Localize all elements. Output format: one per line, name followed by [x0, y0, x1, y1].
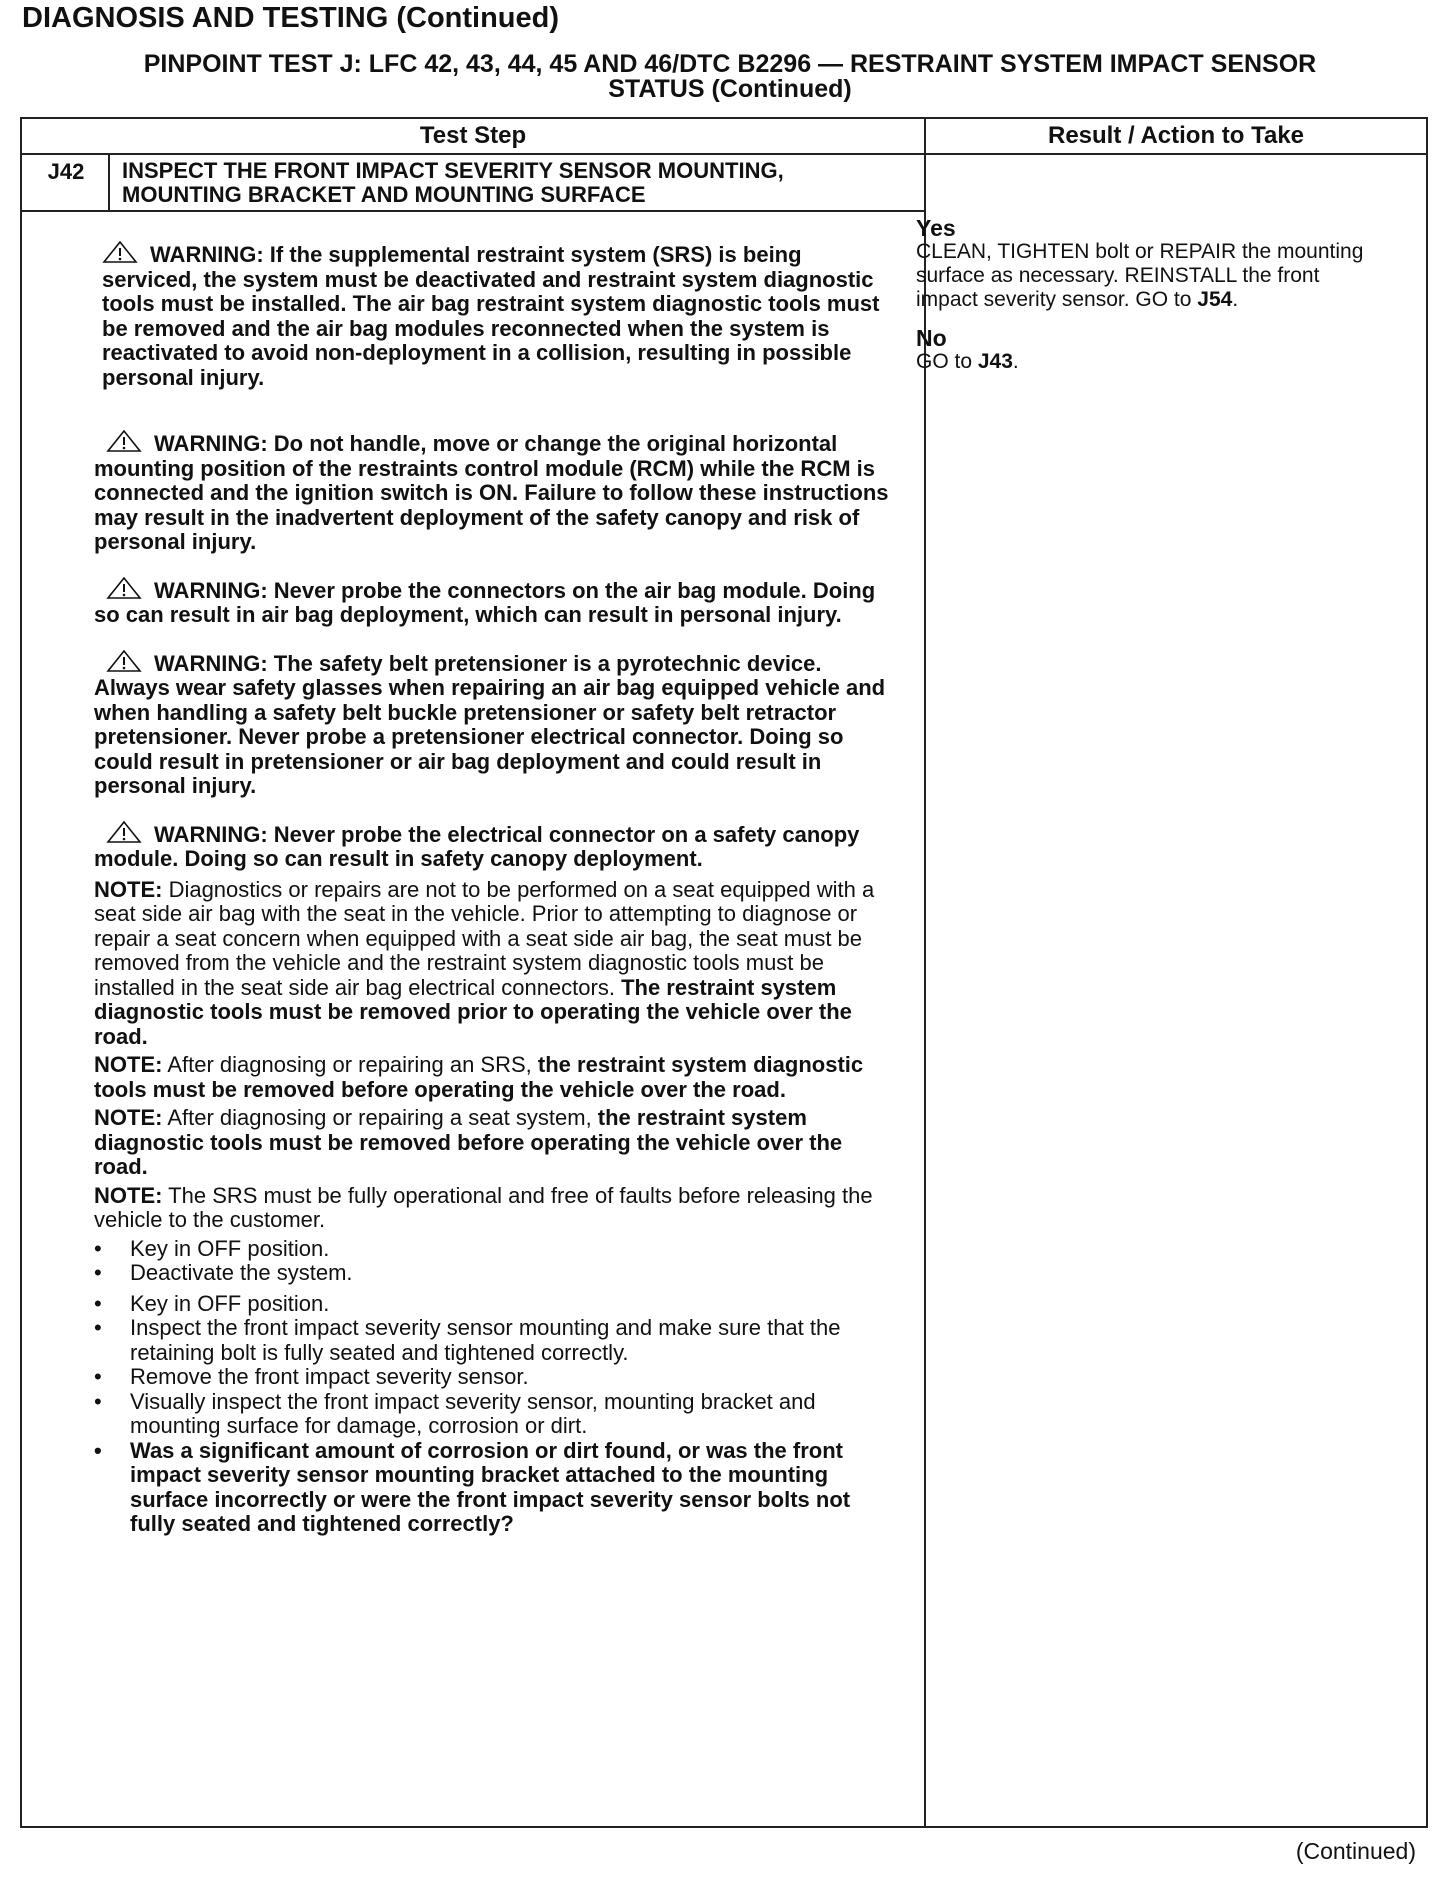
test-title-line-1: PINPOINT TEST J: LFC 42, 43, 44, 45 AND 46/DTC B2296 — RESTRAINT SYSTEM IMPACT SENSOR	[143, 50, 1317, 78]
note-2-text: After diagnosing or repairing an SRS,	[162, 1052, 538, 1077]
list-item: • Remove the front impact severity sensor.	[94, 1365, 894, 1390]
warning-4-text: WARNING: The safety belt pretensioner is a pyrotechnic device. Always wear safety glasses when repairing an air bag equipped vehicle and when handling a safety belt buckle pretensioner or safety belt retractor pretensioner. Never probe a pretensioner electrical connector. Doing so could result in pretensioner or air bag deployment and could result in personal injury.	[94, 650, 886, 798]
note-1-bold: The restraint system diagnostic tools must be removed prior to operating the vehicle over the road.	[94, 974, 852, 1049]
warning-triangle-icon	[102, 241, 138, 263]
note-label: NOTE:	[94, 1182, 163, 1208]
warning-triangle-icon	[106, 821, 142, 843]
list-item: • Visually inspect the front impact severity sensor, mounting bracket and mounting surface for damage, corrosion or dirt.	[94, 1390, 894, 1439]
column-header-test-step: Test Step	[419, 122, 527, 149]
warning-1-text: WARNING: If the supplemental restraint system (SRS) is being serviced, the system must be deactivated and restraint system diagnostic tools must be installed. The air bag restraint system diagnostic tools must be removed and the air bag modules reconnected when the system is reactivated to avoid non-deployment in a collision, resulting in possible personal injury.	[102, 242, 880, 390]
list-item: • Key in OFF position.	[94, 1292, 894, 1317]
step-title	[122, 159, 922, 207]
note-3-bold: the restraint system diagnostic tools must be removed before operating the vehicle over the road.	[94, 1105, 843, 1179]
step-title-line-2: MOUNTING BRACKET AND MOUNTING SURFACE	[122, 182, 646, 207]
list-item: • Inspect the front impact severity sensor mounting and make sure that the retaining bolt is fully seated and tightened correctly.	[94, 1316, 894, 1365]
warning-3	[94, 577, 894, 628]
test-title-line-2: STATUS (Continued)	[608, 75, 852, 103]
result-yes-text: CLEAN, TIGHTEN bolt or REPAIR the mounting surface as necessary. REINSTALL the front impact severity sensor. GO to	[916, 240, 1364, 311]
result-no-label: No	[916, 325, 947, 351]
procedure-list	[94, 1237, 894, 1537]
test-step-body	[94, 241, 894, 1537]
note-1	[94, 878, 894, 1050]
note-3-text: After diagnosing or repairing a seat system,	[162, 1105, 598, 1130]
warning-5	[94, 821, 894, 872]
list-item: • Key in OFF position.	[94, 1237, 894, 1262]
warning-2-text: WARNING: Do not handle, move or change the original horizontal mounting position of the restraints control module (RCM) while the RCM is connected and the ignition switch is ON. Failure to follow these instructions may result in the inadvertent deployment of the safety canopy and risk of personal injury.	[94, 431, 889, 554]
warning-5-text: WARNING: Never probe the electrical connector on a safety canopy module. Doing so can result in safety canopy deployment.	[94, 821, 860, 871]
warning-triangle-icon	[106, 430, 142, 452]
result-no-text: GO to	[916, 350, 978, 373]
note-label: NOTE:	[94, 1052, 163, 1077]
warning-4	[94, 650, 894, 799]
note-4	[94, 1184, 894, 1233]
pinpoint-test-title	[20, 52, 1440, 102]
note-label: NOTE:	[94, 876, 163, 902]
header-divider	[22, 153, 1426, 155]
result-no-action	[916, 350, 1386, 374]
goto-j43-link[interactable]: J43	[977, 350, 1013, 373]
note-2	[94, 1053, 894, 1102]
warning-triangle-icon	[106, 650, 142, 672]
column-header-result: Result / Action to Take	[1047, 122, 1305, 149]
continued-label: (Continued)	[1295, 1838, 1416, 1864]
note-4-text: The SRS must be fully operational and free of faults before releasing the vehicle to the customer.	[94, 1182, 873, 1232]
result-column	[916, 216, 1386, 388]
result-yes-end: .	[1232, 288, 1239, 311]
step-title-divider	[22, 210, 924, 212]
warning-2	[94, 430, 894, 555]
list-item-question: • Was a significant amount of corrosion or dirt found, or was the front impact severity sensor mounting bracket attached to the mounting surface incorrectly or were the front impact severity sensor bolts not fully seated and tightened correctly?	[94, 1439, 894, 1537]
step-id: J42	[47, 159, 85, 184]
page-title: DIAGNOSIS AND TESTING (Continued)	[22, 2, 560, 34]
warning-3-text: WARNING: Never probe the connectors on the air bag module. Doing so can result in air bag deployment, which can result in personal injury.	[94, 577, 876, 627]
warning-triangle-icon	[106, 577, 142, 599]
result-yes-action	[916, 240, 1386, 312]
note-3	[94, 1106, 894, 1180]
step-title-line-1: INSPECT THE FRONT IMPACT SEVERITY SENSOR MOUNTING,	[122, 158, 784, 183]
note-2-bold: the restraint system diagnostic tools must be removed before operating the vehicle over the road.	[94, 1052, 864, 1102]
result-yes-label: Yes	[916, 215, 956, 241]
goto-j54-link[interactable]: J54	[1197, 288, 1233, 311]
warning-1	[102, 241, 894, 390]
note-1-text: Diagnostics or repairs are not to be performed on a seat equipped with a seat side air bag with the seat in the vehicle. Prior to attempting to diagnose or repair a seat concern when equipped with a seat side air bag, the seat must be removed from the vehicle and the restraint system diagnostic tools must be installed in the seat side air bag electrical connectors.	[94, 876, 875, 1000]
note-label: NOTE:	[94, 1105, 163, 1130]
result-no-end: .	[1012, 350, 1019, 373]
list-item: • Deactivate the system.	[94, 1261, 894, 1286]
